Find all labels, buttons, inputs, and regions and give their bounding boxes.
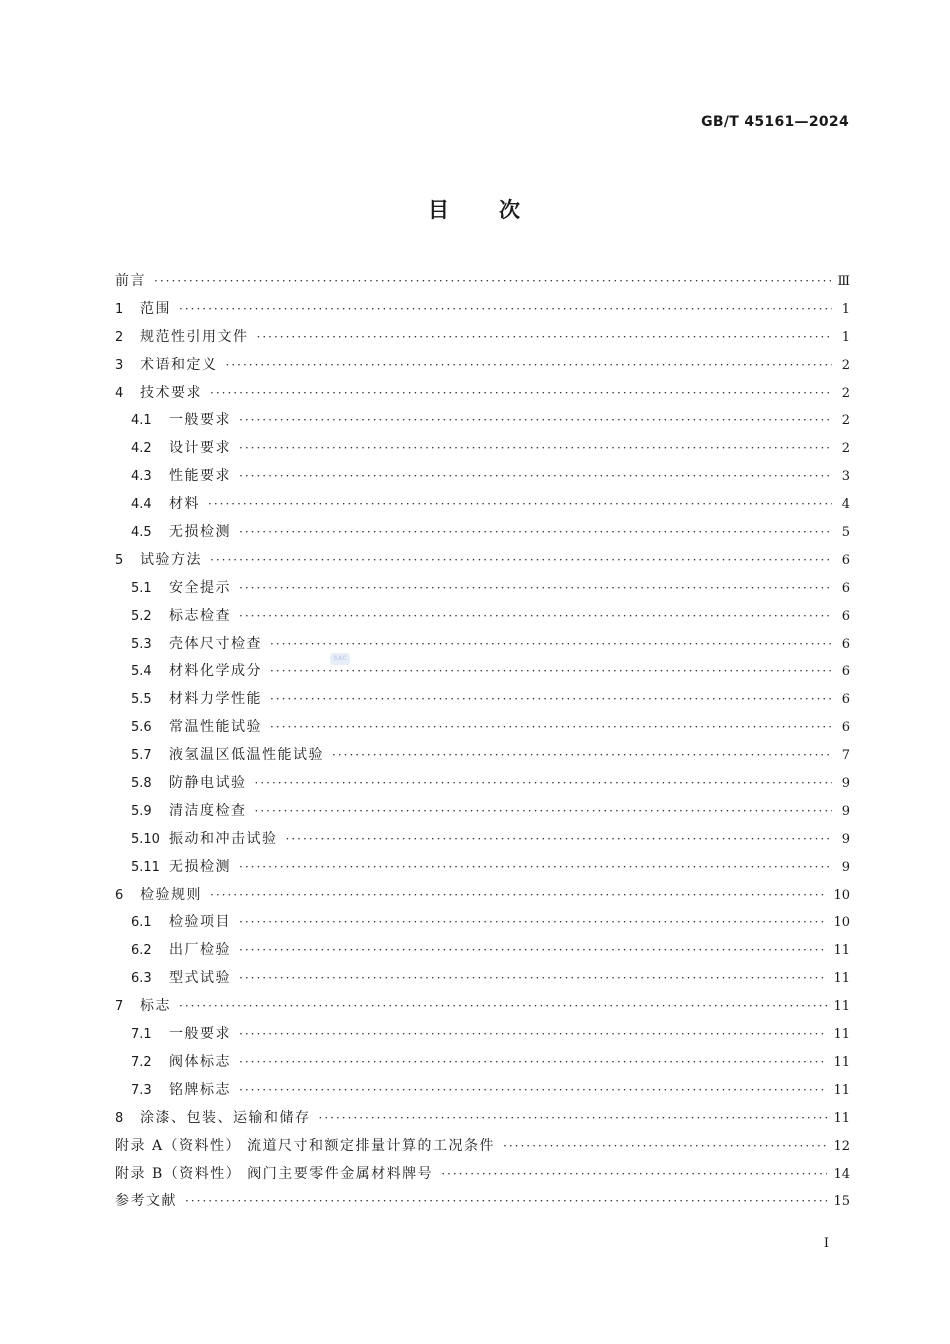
toc-dot-leader [332,748,832,762]
toc-dot-leader [239,971,827,985]
toc-entry-page: 9 [841,831,850,847]
toc-entry-page: 2 [841,441,850,457]
toc-entry[interactable] [115,800,850,828]
toc-dot-leader [503,1139,827,1153]
toc-entry-number: 2 [115,329,124,345]
toc-entry-page: 2 [841,357,850,373]
toc-entry-page: 6 [841,552,850,568]
toc-entry-page: 2 [841,385,850,401]
toc-entry-number: 5.8 [131,776,152,792]
toc-entry-title: 标志检查 [169,607,231,624]
toc-dot-leader [239,860,832,874]
toc-entry-number: 5.9 [131,803,152,819]
toc-entry[interactable] [115,660,850,688]
toc-entry-number: 6 [115,887,124,903]
toc-entry-title: 试验方法 [140,551,202,568]
page-number: I [823,1236,829,1251]
toc-entry-number: 5.6 [131,720,152,736]
toc-entry[interactable] [115,270,850,298]
toc-entry[interactable] [115,633,850,661]
toc-entry-page: 15 [833,1194,850,1210]
toc-entry-title: 安全提示 [169,579,231,596]
toc-entry-title: 技术要求 [140,384,202,401]
page-title [0,194,950,224]
toc-entry-page: 4 [841,497,850,513]
toc-entry-page: 11 [833,971,850,987]
toc-entry-number: 4 [115,385,124,401]
title-part-1: 目 [428,197,451,222]
toc-entry-number: 7.1 [131,1027,152,1043]
toc-entry-number: 5.11 [131,859,160,875]
toc-entry-number: 6.2 [131,943,152,959]
toc-entry[interactable] [115,856,850,884]
toc-entry-title: 清洁度检查 [169,802,247,819]
toc-entry-title: 壳体尺寸检查 [169,635,262,652]
toc-entry[interactable] [115,605,850,633]
toc-entry-title: 一般要求 [169,1026,231,1043]
toc-entry[interactable] [115,549,850,577]
toc-dot-leader [270,692,832,706]
toc-dot-leader [239,609,832,623]
toc-dot-leader [179,302,832,316]
toc-entry-title: 检验项目 [169,914,231,931]
toc-entry-page: 12 [833,1138,850,1154]
toc-dot-leader [239,469,832,483]
toc-entry-title: 设计要求 [169,440,231,457]
toc-entry-title: 阀体标志 [169,1053,231,1070]
toc-dot-leader [239,1083,827,1097]
toc-entry-number: 5.7 [131,748,152,764]
toc-entry-number: 4.4 [131,497,152,513]
toc-dot-leader [239,581,832,595]
toc-entry-title: 标志 [140,998,171,1015]
toc-entry[interactable] [115,409,850,437]
toc-entry-number: 7 [115,999,124,1015]
toc-entry-title: 术语和定义 [140,356,218,373]
toc-dot-leader [319,1111,828,1125]
toc-entry-title: 范围 [140,300,171,317]
toc-dot-leader [441,1167,827,1181]
toc-dot-leader [239,1055,827,1069]
toc-entry[interactable] [115,577,850,605]
toc-entry[interactable] [115,772,850,800]
toc-entry-page: 11 [833,1082,850,1098]
toc-entry-title: 一般要求 [169,412,231,429]
toc-dot-leader [208,497,832,511]
toc-dot-leader [239,441,832,455]
toc-entry-page: 9 [841,776,850,792]
toc-entry[interactable] [115,1051,850,1079]
toc-entry[interactable] [115,354,850,382]
standard-code: GB/T 45161—2024 [701,114,849,130]
toc-entry-number: 5.5 [131,692,152,708]
toc-entry-page: 11 [833,1027,850,1043]
toc-entry-page: 11 [833,943,850,959]
toc-entry-page: 10 [833,887,850,903]
toc-dot-leader [179,999,827,1013]
toc-dot-leader [239,413,832,427]
toc-entry-page: 1 [841,329,850,345]
toc-entry-page: 11 [833,999,850,1015]
toc-entry[interactable] [115,744,850,772]
toc-entry-page: 5 [841,525,850,541]
toc-dot-leader [239,1027,827,1041]
toc-dot-leader [210,888,827,902]
toc-entry-number: 7.2 [131,1054,152,1070]
toc-entry-number: 5.1 [131,580,152,596]
toc-entry-number: 4.5 [131,525,152,541]
toc-dot-leader [154,274,831,288]
toc-entry[interactable] [115,437,850,465]
toc-entry[interactable] [115,298,850,326]
toc-entry[interactable] [115,688,850,716]
toc-dot-leader [270,637,832,651]
toc-entry[interactable] [115,1107,850,1135]
toc-entry[interactable] [115,884,850,912]
toc-entry-title: 液氢温区低温性能试验 [169,747,324,764]
toc-dot-leader [255,776,833,790]
toc-dot-leader [239,525,832,539]
toc-entry[interactable] [115,521,850,549]
toc-entry-title: 材料化学成分 [169,663,262,680]
toc-entry-number: 5.3 [131,636,152,652]
toc-entry[interactable] [115,828,850,856]
toc-entry[interactable] [115,493,850,521]
toc-entry-page: 11 [833,1054,850,1070]
toc-entry-page: 1 [841,301,850,317]
toc-entry-page: 2 [841,413,850,429]
toc-entry-page: 6 [841,664,850,680]
toc-entry-title: 前言 [115,273,146,289]
toc-entry-page: 9 [841,859,850,875]
toc-entry[interactable] [115,1190,850,1218]
toc-entry-number: 4.2 [131,441,152,457]
toc-entry-number: 6.3 [131,971,152,987]
toc-entry-title: 材料力学性能 [169,691,262,708]
toc-dot-leader [239,915,827,929]
toc-entry-number: 6.1 [131,915,152,931]
toc-entry-page: 10 [833,915,850,931]
toc-entry-number: 1 [115,301,124,317]
toc-entry-title: 参考文献 [115,1193,177,1210]
toc-entry-title: 检验规则 [140,886,202,903]
toc-entry-page: 9 [841,803,850,819]
toc-entry[interactable] [115,939,850,967]
toc-entry-page: 6 [841,692,850,708]
toc-dot-leader [210,386,832,400]
toc-entry-title: 防静电试验 [169,775,247,792]
toc-entry-number: 5.4 [131,664,152,680]
toc-entry[interactable] [115,1079,850,1107]
toc-dot-leader [226,358,833,372]
toc-dot-leader [270,720,832,734]
toc-entry-page: 6 [841,608,850,624]
toc-dot-leader [255,804,833,818]
toc-entry-number: 5.10 [131,831,160,847]
toc-dot-leader [239,943,827,957]
toc-entry-title: 性能要求 [169,468,231,485]
toc-entry[interactable] [115,465,850,493]
toc-entry[interactable] [115,1023,850,1051]
toc-entry-page: 6 [841,580,850,596]
toc-dot-leader [210,553,832,567]
toc-entry-title: 附录 B（资料性） 阀门主要零件金属材料牌号 [115,1165,434,1182]
toc-entry-title: 无损检测 [169,524,231,541]
toc-dot-leader [185,1194,827,1208]
toc-entry-number: 5 [115,552,124,568]
toc-entry-title: 附录 A（资料性） 流道尺寸和额定排量计算的工况条件 [115,1137,496,1154]
toc-entry-page: 6 [841,720,850,736]
toc-entry-number: 4.3 [131,469,152,485]
toc-entry[interactable] [115,382,850,410]
toc-entry-number: 7.3 [131,1082,152,1098]
toc-entry-title: 振动和冲击试验 [169,830,278,847]
toc-entry-number: 5.2 [131,608,152,624]
toc-entry-page: 7 [841,748,850,764]
toc-entry-page: Ⅲ [837,274,850,289]
toc-entry[interactable] [115,1163,850,1191]
toc-entry[interactable] [115,326,850,354]
watermark-logo: SAC [330,653,350,665]
toc-entry-title: 常温性能试验 [169,719,262,736]
toc-entry-title: 规范性引用文件 [140,328,249,345]
toc-entry-page: 11 [833,1110,850,1126]
toc-dot-leader [286,832,833,846]
toc-dot-leader [257,330,833,344]
toc-entry[interactable] [115,911,850,939]
toc-entry-page: 6 [841,636,850,652]
toc-entry[interactable] [115,967,850,995]
toc-entry-number: 4.1 [131,413,152,429]
toc-entry-title: 涂漆、包装、运输和储存 [140,1109,311,1126]
toc-dot-leader [270,664,832,678]
toc-entry-number: 3 [115,357,124,373]
toc-entry-title: 无损检测 [169,858,231,875]
toc-entry-title: 出厂检验 [169,942,231,959]
toc-entry-page: 3 [841,469,850,485]
toc-entry[interactable] [115,995,850,1023]
toc-entry-title: 材料 [169,496,200,513]
toc-entry-title: 铭牌标志 [169,1081,231,1098]
table-of-contents [115,270,850,1218]
toc-entry[interactable] [115,716,850,744]
title-part-2: 次 [499,197,522,222]
toc-entry-number: 8 [115,1110,124,1126]
toc-entry[interactable] [115,1135,850,1163]
toc-entry-title: 型式试验 [169,970,231,987]
toc-entry-page: 14 [833,1166,850,1182]
